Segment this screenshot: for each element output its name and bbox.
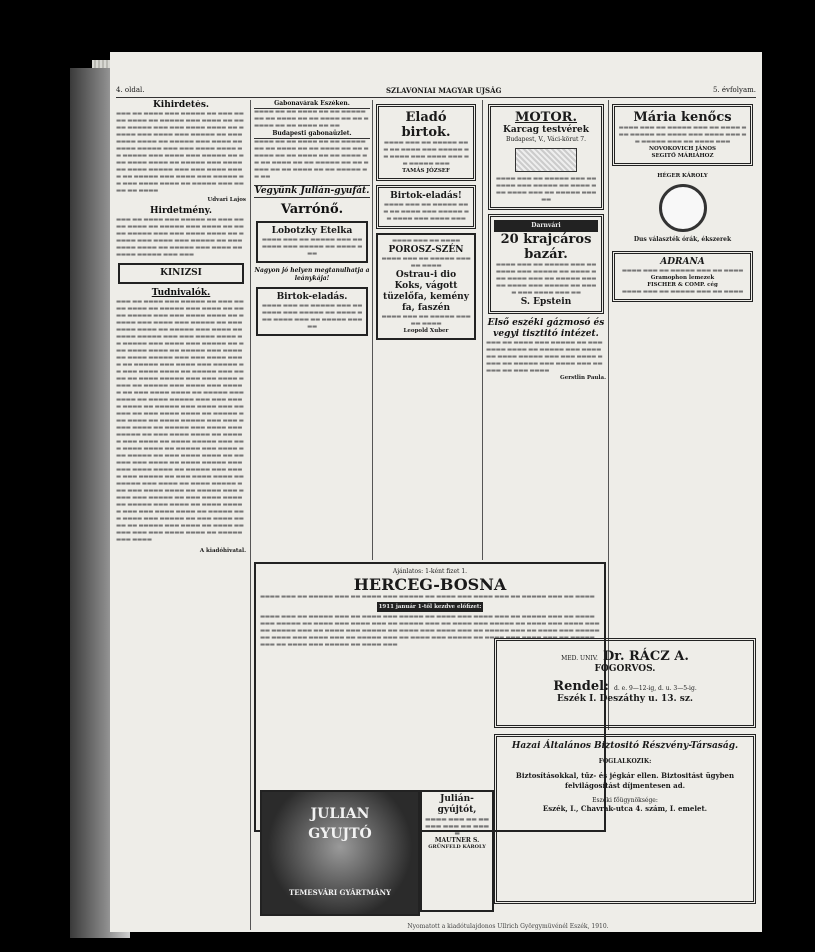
heading-kihirdetes: Kihirdetés. [152,100,210,110]
kinizsi-ad [118,263,244,284]
coal-ad [376,233,476,340]
birtok-ad-2 [256,287,368,336]
ad-text: ▬▬▬▬ ▬▬▬ ▬▬ ▬▬▬▬▬ ▬▬▬ ▬▬ ▬▬▬▬ ▬▬▬ ▬▬▬▬▬ ▬▬ ▬▬▬▬ ▬▬▬ ▬▬▬▬ ▬▬▬ ▬▬ ▬▬▬▬▬ ▬▬▬ ▬▬ ▬▬▬▬ ▬▬▬ ▬▬▬▬▬ ▬▬ ▬▬▬▬ ▬▬▬ ▬▬▬▬ ▬▬▬ ▬▬ [495,262,597,296]
header-title: SZLAVONIAI MAGYAR UJSÁG [386,86,502,95]
adrana-title: ADRANA [660,257,705,267]
insurance-title: Hazai Általános Biztositó Részvény-Társaság. [511,741,739,751]
julian-match-ad [260,790,420,916]
racz-name: Dr. RÁCZ A. [603,649,689,664]
column-divider [608,100,609,730]
article-text: ▬▬▬ ▬▬ ▬▬▬▬ ▬▬▬ ▬▬▬▬▬ ▬▬ ▬▬▬ ▬▬▬▬ ▬▬▬▬ ▬▬ ▬▬▬▬▬ ▬▬▬ ▬▬▬▬ ▬▬ ▬▬▬▬ ▬▬▬▬▬ ▬▬▬ ▬▬▬ ▬▬▬▬ ▬▬▬▬ ▬▬ ▬▬▬▬▬ ▬▬▬ ▬▬▬▬ ▬▬▬ ▬▬▬▬▬ ▬▬ ▬▬▬ ▬▬▬▬ ▬▬▬▬ ▬▬ ▬▬▬▬▬ ▬▬▬ ▬▬▬▬ ▬▬ ▬▬▬▬ ▬▬▬▬▬ ▬▬▬ ▬▬▬ ▬▬▬▬ ▬▬▬▬ ▬▬ ▬▬▬▬▬ ▬▬▬ ▬▬▬▬ ▬▬▬ ▬▬▬▬▬ ▬▬ ▬▬▬ ▬▬▬▬ ▬▬▬▬ ▬▬ ▬▬▬▬▬ ▬▬▬ ▬▬▬▬ ▬▬ ▬▬▬▬ ▬▬▬▬▬ ▬▬▬ ▬▬▬ ▬▬▬▬ ▬▬▬▬ ▬▬ ▬▬▬▬▬ ▬▬▬ ▬▬▬▬ ▬▬▬ ▬▬▬▬▬ ▬▬ ▬▬▬ ▬▬▬▬ ▬▬▬▬ ▬▬ ▬▬▬▬▬ ▬▬▬ ▬▬▬▬ ▬▬ ▬▬▬▬ [116,111,244,194]
insurance-body: Biztosításokkal, tűz- és jégkár ellen. Biztositást ügyben felvilágosítást díjmentesen ad. [515,771,735,790]
ad-text: ▬▬▬▬ ▬▬▬ ▬▬ ▬▬▬▬▬ ▬▬▬ ▬▬ ▬▬▬▬ ▬▬▬ ▬▬▬▬▬ ▬▬ ▬▬▬▬ ▬▬▬ [261,237,363,257]
heading-hirdetmeny: Hirdetmény. [150,206,212,216]
maria-title: Mária kenőcs [633,110,732,125]
column-4 [486,100,606,570]
price-table: ▬▬▬▬ ▬▬ ▬▬ ▬▬▬▬ ▬▬ ▬▬ ▬▬▬▬▬ ▬▬ ▬▬ ▬▬▬▬ ▬▬ ▬▬ ▬▬▬▬ ▬▬ ▬▬ ▬▬▬▬▬ ▬▬ ▬▬ ▬▬▬▬ ▬▬ ▬▬ [254,109,369,129]
julian-line1: JULIAN [310,806,370,822]
ostrau-title: Ostrau-i dio Koks, vágott tüzelőfa, kemény fa, faszén [383,270,469,313]
ad-text: ▬▬▬▬ ▬▬▬ ▬▬ ▬▬▬▬ [392,238,460,244]
bazar-title: 20 krajcáros bazár. [500,232,592,262]
novak-name: NOVOKOVICH JÁNOS [649,146,716,152]
tamas-name: TAMÁS JÓZSEF [402,168,450,174]
mautner-top: Julián-gyújtót, [437,794,477,815]
nagy-slogan: Nagyon jó helyen megtanulhatja a leánykája! [254,267,370,282]
gramofon-line: Gramophon lemezek [650,275,715,281]
heading-tudnivalok: Tudnivalók. [151,288,211,298]
insurance-ad [494,734,756,904]
heger-name: HÉGER KÁROLY [657,173,708,179]
lobotzky-ad [256,221,368,263]
racz-rendel: Rendel: [553,679,609,694]
herceg-title: HERCEG-BOSNA [353,575,507,594]
column-divider [250,100,251,930]
ad-text: ▬▬▬▬ ▬▬▬ ▬▬ ▬▬▬▬▬ ▬▬▬ ▬▬ ▬▬▬▬ ▬▬▬ ▬▬▬▬▬ ▬▬ ▬▬▬▬ ▬▬▬ ▬▬▬▬ ▬▬▬ ▬▬ ▬▬▬▬▬ ▬▬▬ [383,140,469,167]
heading-gabona: Gabonavárak Eszéken. [254,100,370,109]
motorcar-illustration [515,148,577,172]
page-header [116,86,756,96]
gramofon-ad [612,251,753,302]
leopold-name: Leopold Xuber [403,328,449,334]
header-left: 4. oldal. [116,86,145,94]
julian-slogan: Vegyünk Julián-gyufát. [254,186,370,196]
karcag-name: Karcag testvérek [503,125,589,135]
herceg-label: Ajánlatos: 1-ként fizet 1. [392,568,468,575]
ad-text: ▬▬▬▬ ▬▬▬ ▬▬ ▬▬▬▬▬ ▬▬▬ ▬▬ ▬▬▬▬ ▬▬▬ ▬▬▬▬▬ ▬▬ ▬▬▬▬ ▬▬▬ ▬▬▬▬ ▬▬▬ ▬▬ ▬▬▬▬▬ ▬▬▬ ▬▬ ▬▬▬▬ [260,594,595,600]
column-5 [610,100,755,680]
epstein-name: S. Epstein [520,297,572,307]
gazmoso-title: Első eszéki gázmosó és vegyi tisztitó intézet. [487,318,605,339]
heger-ad [612,170,753,247]
ad-text: ▬▬▬▬ ▬▬▬ ▬▬ ▬▬▬▬▬ ▬▬▬ ▬▬ ▬▬▬▬ ▬▬▬ ▬▬▬▬▬ ▬▬ ▬▬▬▬ ▬▬▬ ▬▬▬▬ ▬▬▬ [383,202,469,222]
birtok2-title: Birtok-eladás! [390,191,462,201]
birtok-title: Birtok-eladás. [276,292,348,302]
ad-text: ▬▬▬▬ ▬▬▬ ▬▬ ▬▬▬▬▬ ▬▬▬ ▬▬ ▬▬▬▬ [425,816,489,837]
motor-ad [488,104,604,210]
price-table: ▬▬▬▬ ▬▬ ▬▬ ▬▬▬▬ ▬▬ ▬▬ ▬▬▬▬▬ ▬▬ ▬▬ ▬▬▬▬ ▬▬ ▬▬ ▬▬▬▬ ▬▬ ▬▬ ▬▬▬▬▬ ▬▬ ▬▬ ▬▬▬▬ ▬▬ ▬▬ ▬▬▬▬ ▬▬ ▬▬ ▬▬▬▬ ▬▬ ▬▬ ▬▬▬▬▬ ▬▬ ▬▬ ▬▬▬▬ ▬▬ ▬▬ ▬▬▬▬ ▬▬ ▬▬ ▬▬▬▬▬ ▬▬ ▬▬ [254,139,369,180]
signature: Udvari Lajos [207,197,246,203]
article-text: ▬▬▬ ▬▬ ▬▬▬▬ ▬▬▬ ▬▬▬▬▬ ▬▬ ▬▬▬ ▬▬▬▬ ▬▬▬▬ ▬▬ ▬▬▬▬▬ ▬▬▬ ▬▬▬▬ ▬▬ ▬▬▬▬ ▬▬▬▬▬ ▬▬▬ ▬▬▬ ▬▬▬▬ ▬▬▬▬ ▬▬ ▬▬▬▬▬ ▬▬▬ ▬▬▬▬ ▬▬▬ ▬▬▬▬▬ ▬▬ ▬▬▬ ▬▬▬▬ [486,340,603,374]
racz-address: Eszék I. Deszáthy u. 13. sz. [556,694,694,704]
elado-birtok-ad [376,104,476,181]
motor-title: MOTOR. [514,110,578,125]
fischer-name: FISCHER & COMP. cég [647,282,718,288]
ad-text: ▬▬▬▬ ▬▬▬ ▬▬ ▬▬▬▬▬ ▬▬▬ ▬▬ ▬▬▬▬ [381,314,471,327]
julian-line3: TEMESVÁRI GYÁRTMÁNY [289,888,391,897]
segito-name: SEGITŐ MÁRIÁHOZ [651,153,714,159]
bazar-header: Darnvári [494,220,598,232]
heger-line: Dus választék órák, ékszerek [633,236,732,243]
column-divider [372,100,373,560]
column-2 [254,100,370,560]
column-divider [482,100,483,560]
ad-text: ▬▬▬▬ ▬▬▬ ▬▬ ▬▬▬▬▬ ▬▬▬ ▬▬ ▬▬▬▬ [621,289,744,295]
racz-hours: d. e. 9—12-ig, d. u. 3—5-ig. [613,685,697,692]
ad-text: ▬▬▬▬ ▬▬▬ ▬▬ ▬▬▬▬▬ ▬▬▬ ▬▬ ▬▬▬▬ ▬▬▬ ▬▬▬▬▬ ▬▬ ▬▬▬▬ ▬▬▬ ▬▬▬▬ ▬▬▬ ▬▬ ▬▬▬▬▬ ▬▬▬ ▬▬ [261,303,363,330]
header-right: 5. évfolyam. [712,86,756,94]
mautner-name: MAUTNER S. [434,837,480,844]
insurance-address: Eszék, I., Chavrak-utca 4. szám, I. emelet. [542,804,708,813]
ad-text: ▬▬▬▬ ▬▬▬ ▬▬ ▬▬▬▬▬ ▬▬▬ ▬▬ ▬▬▬▬ [381,256,471,269]
lobotzky-name: Lobotzky Etelka [271,226,353,236]
birtok-ad-1 [376,185,476,229]
ad-text: ▬▬▬▬ ▬▬▬ ▬▬ ▬▬▬▬▬ ▬▬▬ ▬▬ ▬▬▬▬ ▬▬▬ ▬▬▬▬▬ ▬▬ ▬▬▬▬ ▬▬▬ ▬▬▬▬ ▬▬▬ ▬▬ ▬▬▬▬▬ ▬▬▬ ▬▬ ▬▬▬▬ ▬▬▬ ▬▬▬▬▬ ▬▬ ▬▬▬▬ ▬▬▬ ▬▬▬▬ ▬▬▬ ▬▬ ▬▬▬▬▬ ▬▬▬ ▬▬ ▬▬▬▬ ▬▬▬ ▬▬▬▬▬ ▬▬ ▬▬▬▬ ▬▬▬ ▬▬▬▬ ▬▬▬ ▬▬ ▬▬▬▬▬ ▬▬▬ ▬▬ ▬▬▬▬ ▬▬▬ ▬▬▬▬▬ ▬▬ ▬▬▬▬ ▬▬▬ ▬▬▬▬ ▬▬▬ ▬▬ ▬▬▬▬▬ ▬▬▬ ▬▬ ▬▬▬▬ ▬▬▬ ▬▬▬▬▬ ▬▬ ▬▬▬▬ ▬▬▬ ▬▬▬▬ ▬▬▬ ▬▬ ▬▬▬▬▬ ▬▬▬ ▬▬ ▬▬▬▬ ▬▬▬ ▬▬▬▬▬ ▬▬ ▬▬▬▬ ▬▬▬ ▬▬▬▬ ▬▬▬ ▬▬ ▬▬▬▬▬ ▬▬▬ ▬▬ ▬▬▬▬ ▬▬▬ ▬▬▬▬▬ ▬▬ ▬▬▬▬ ▬▬▬ [260,614,600,648]
heading-budapest: Budapesti gabonaüzlet. [254,130,370,139]
ad-text: ▬▬▬▬ ▬▬▬ ▬▬ ▬▬▬▬▬ ▬▬▬ ▬▬ ▬▬▬▬ [621,268,744,274]
insurance-subtitle: FOGLALKOZIK: [598,758,652,765]
mautner-ad [420,790,494,912]
ad-text: ▬▬▬▬ ▬▬▬ ▬▬ ▬▬▬▬▬ ▬▬▬ ▬▬ ▬▬▬▬ ▬▬▬ ▬▬▬▬▬ ▬▬ ▬▬▬▬ ▬▬▬ ▬▬▬▬ ▬▬▬ ▬▬ ▬▬▬▬▬ ▬▬▬ ▬▬ [495,176,597,203]
kinizsi-title: KINIZSI [160,268,202,278]
porosz-title: POROSZ-SZÉN [388,245,464,255]
racz-prefix: MED. UNIV. [561,655,598,662]
article-text: ▬▬▬ ▬▬ ▬▬▬▬ ▬▬▬ ▬▬▬▬▬ ▬▬ ▬▬▬ ▬▬▬▬ ▬▬▬▬ ▬▬ ▬▬▬▬▬ ▬▬▬ ▬▬▬▬ ▬▬ ▬▬▬▬ ▬▬▬▬▬ ▬▬▬ ▬▬▬ ▬▬▬▬ ▬▬▬▬ ▬▬ ▬▬▬▬▬ ▬▬▬ ▬▬▬▬ ▬▬▬ ▬▬▬▬▬ ▬▬ ▬▬▬ ▬▬▬▬ ▬▬▬▬ ▬▬ ▬▬▬▬▬ ▬▬▬ ▬▬▬▬ ▬▬ ▬▬▬▬ ▬▬▬▬▬ ▬▬▬ ▬▬▬ ▬▬▬▬ ▬▬▬▬ ▬▬ ▬▬▬▬▬ ▬▬▬ ▬▬▬▬ ▬▬▬ ▬▬▬▬▬ ▬▬ ▬▬▬ ▬▬▬▬ ▬▬▬▬ ▬▬ ▬▬▬▬▬ ▬▬▬ ▬▬▬▬ ▬▬ ▬▬▬▬ ▬▬▬▬▬ ▬▬▬ ▬▬▬ ▬▬▬▬ ▬▬▬▬ ▬▬ ▬▬▬▬▬ ▬▬▬ ▬▬▬▬ ▬▬▬ ▬▬▬▬▬ ▬▬ ▬▬▬ ▬▬▬▬ ▬▬▬▬ ▬▬ ▬▬▬▬▬ ▬▬▬ ▬▬▬▬ ▬▬ ▬▬▬▬ ▬▬▬▬▬ ▬▬▬ ▬▬▬ ▬▬▬▬ ▬▬▬▬ ▬▬ ▬▬▬▬▬ ▬▬▬ ▬▬▬▬ ▬▬▬ ▬▬▬▬▬ ▬▬ ▬▬▬ ▬▬▬▬ ▬▬▬▬ ▬▬ ▬▬▬▬▬ ▬▬▬ ▬▬▬▬ ▬▬ ▬▬▬▬ ▬▬▬▬▬ ▬▬▬ ▬▬▬ ▬▬▬▬ ▬▬▬▬ ▬▬ ▬▬▬▬▬ ▬▬▬ ▬▬▬▬ ▬▬▬ ▬▬▬▬▬ ▬▬ ▬▬▬ ▬▬▬▬ ▬▬▬▬ ▬▬ ▬▬▬▬▬ ▬▬▬ ▬▬▬▬ ▬▬ ▬▬▬▬ ▬▬▬▬▬ ▬▬▬ ▬▬▬ ▬▬▬▬ ▬▬▬▬ ▬▬ ▬▬▬▬▬ ▬▬▬ ▬▬▬▬ ▬▬▬ ▬▬▬▬▬ ▬▬ ▬▬▬ ▬▬▬▬ ▬▬▬▬ ▬▬ ▬▬▬▬▬ ▬▬▬ ▬▬▬▬ ▬▬ ▬▬▬▬ ▬▬▬▬▬ ▬▬▬ ▬▬▬ ▬▬▬▬ ▬▬▬▬ ▬▬ ▬▬▬▬▬ ▬▬▬ ▬▬▬▬ ▬▬▬ ▬▬▬▬▬ ▬▬ ▬▬▬ ▬▬▬▬ ▬▬▬▬ ▬▬ ▬▬▬▬▬ ▬▬▬ ▬▬▬▬ ▬▬ ▬▬▬▬ ▬▬▬▬▬ ▬▬▬ ▬▬▬ ▬▬▬▬ ▬▬▬▬ ▬▬ ▬▬▬▬▬ ▬▬▬ ▬▬▬▬ ▬▬▬ ▬▬▬▬▬ ▬▬ ▬▬▬ ▬▬▬▬ ▬▬▬▬ ▬▬ ▬▬▬▬▬ ▬▬▬ ▬▬▬▬ ▬▬ ▬▬▬▬ ▬▬▬▬▬ ▬▬▬ ▬▬▬ ▬▬▬▬ ▬▬▬▬ ▬▬ ▬▬▬▬▬ ▬▬▬ ▬▬▬▬ ▬▬▬ ▬▬▬▬▬ ▬▬ ▬▬▬ ▬▬▬▬ ▬▬▬▬ ▬▬ ▬▬▬▬▬ ▬▬▬ ▬▬▬▬ ▬▬ ▬▬▬▬ ▬▬▬▬▬ ▬▬▬ ▬▬▬ ▬▬▬▬ ▬▬▬▬ ▬▬ ▬▬▬▬▬ ▬▬▬ ▬▬▬▬ ▬▬▬ ▬▬▬▬▬ ▬▬ ▬▬▬ ▬▬▬▬ ▬▬▬▬ ▬▬ ▬▬▬▬▬ ▬▬▬ ▬▬▬▬ ▬▬ ▬▬▬▬ ▬▬▬▬▬ ▬▬▬ ▬▬▬ ▬▬▬▬ ▬▬▬▬ ▬▬ ▬▬▬▬▬ ▬▬▬ ▬▬▬▬ [116,299,244,543]
racz-role: FOGORVOS. [594,664,656,674]
herceg-subscribe: 1911 január 1-től kezdve előfizet: [378,604,482,610]
newspaper-page [110,52,762,932]
column-1 [116,100,246,932]
ad-text: ▬▬▬▬ ▬▬▬ ▬▬ ▬▬▬▬▬ ▬▬▬ ▬▬ ▬▬▬▬ ▬▬▬ ▬▬▬▬▬ ▬▬ ▬▬▬▬ ▬▬▬ ▬▬▬▬ ▬▬▬ ▬▬ ▬▬▬▬▬ ▬▬▬ ▬▬ ▬▬▬▬ ▬▬▬ [618,125,747,145]
mautner-name2: GRÜNFELD KÁROLY [428,844,486,850]
publisher-sign: A kiadóhivatal. [199,548,246,554]
gerstlin-name: Gerstlin Paula. [560,375,606,381]
insurance-agent: Eszéki főügynöksége: [592,797,658,804]
racz-ad [494,638,756,728]
elado-title: Eladó birtok. [401,110,451,140]
header-rule [116,97,756,98]
karcag-city: Budapest, V., Váci-körut 7. [505,136,587,143]
heading-varrono: Varrónő. [280,202,344,217]
julian-line2: GYUJTÓ [308,826,372,842]
column-3 [374,100,478,560]
maria-ad [612,104,753,166]
bazar-ad [488,214,604,314]
page-footer: Nyomatott a kiadótulajdonos Ullrich Györgymüvénél Eszék, 1910. [407,923,609,930]
pocket-watch-icon [659,184,707,232]
article-text: ▬▬▬ ▬▬ ▬▬▬▬ ▬▬▬ ▬▬▬▬▬ ▬▬ ▬▬▬ ▬▬▬▬ ▬▬▬▬ ▬▬ ▬▬▬▬▬ ▬▬▬ ▬▬▬▬ ▬▬ ▬▬▬▬ ▬▬▬▬▬ ▬▬▬ ▬▬▬ ▬▬▬▬ ▬▬▬▬ ▬▬ ▬▬▬▬▬ ▬▬▬ ▬▬▬▬ ▬▬▬ ▬▬▬▬▬ ▬▬ ▬▬▬ ▬▬▬▬ ▬▬▬▬ ▬▬ ▬▬▬▬▬ ▬▬▬ ▬▬▬▬ ▬▬ ▬▬▬▬ ▬▬▬▬▬ ▬▬▬ ▬▬▬ [116,217,244,258]
